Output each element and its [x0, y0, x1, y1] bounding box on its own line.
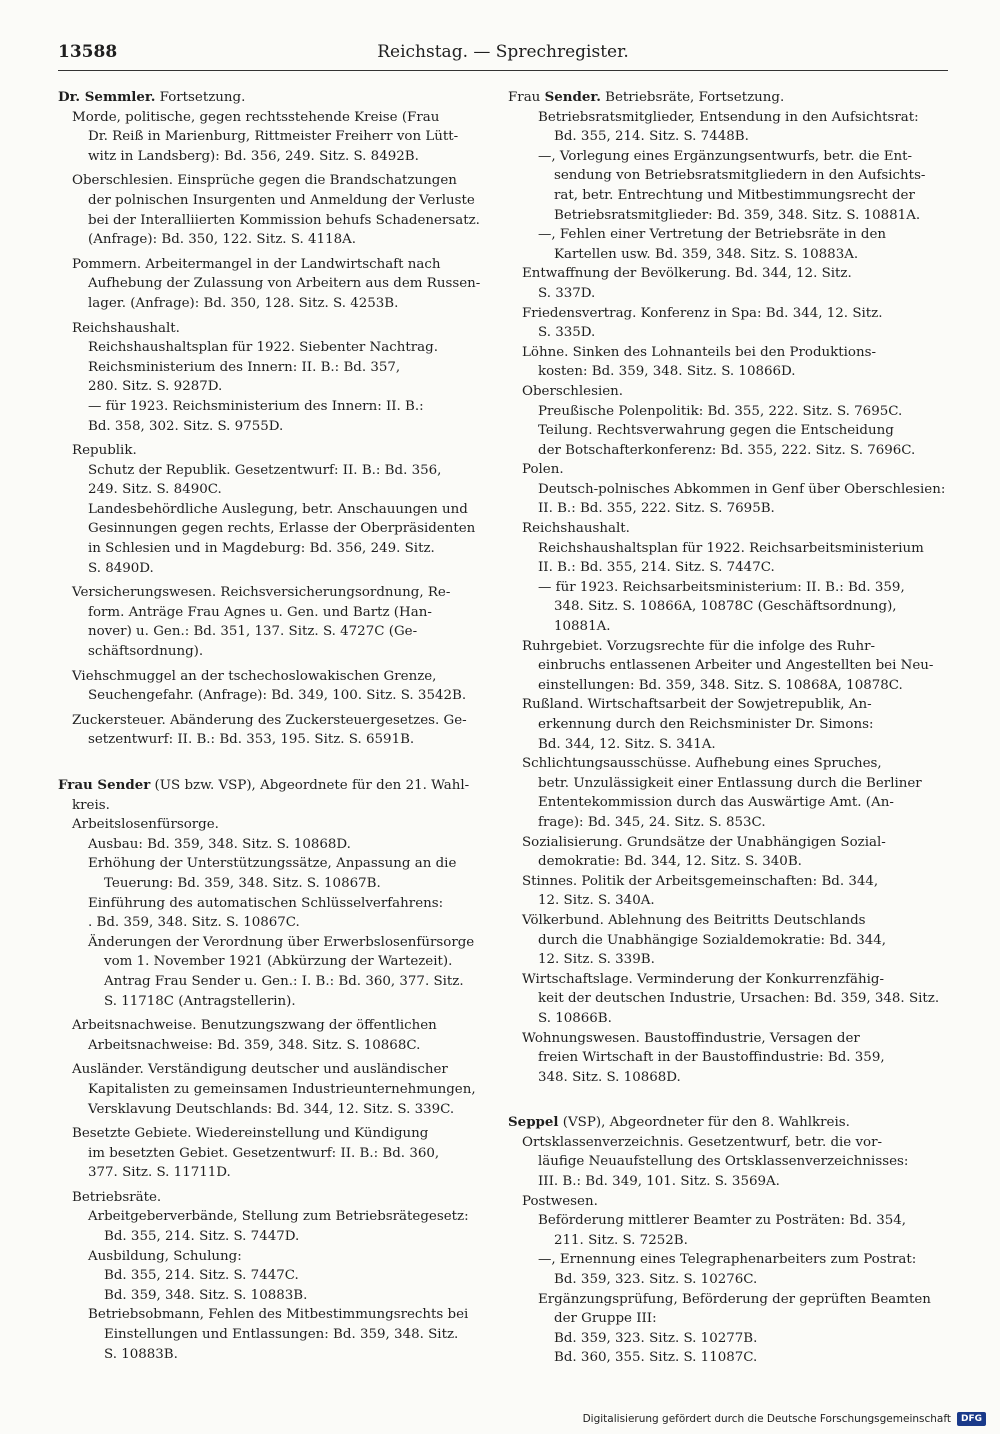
entry-line: Seuchengefahr. (Anfrage): Bd. 349, 100. Sitz. S. 3542B.	[88, 688, 467, 704]
entry-line: Viehschmuggel an der tschechoslowakischen Grenze,	[72, 668, 437, 684]
entry-line: Schlichtungsausschüsse. Aufhebung eines Spruches,	[522, 756, 882, 772]
entry-line: kreis.	[72, 797, 110, 813]
entry-line: III. B.: Bd. 349, 101. Sitz. S. 3569A.	[538, 1174, 780, 1190]
entry-line: Rußland. Wirtschaftsarbeit der Sowjetrepublik, An-	[522, 697, 872, 713]
entry-line: Sozialisierung. Grundsätze der Unabhängigen Sozial-	[522, 834, 886, 850]
entry-line: S. 8490D.	[88, 560, 154, 576]
right-column	[508, 88, 948, 1368]
entry-line: der polnischen Insurgenten und Anmeldung der Verluste	[88, 192, 475, 208]
entry-line: —, Ernennung eines Telegraphenarbeiters zum Postrat:	[538, 1252, 917, 1268]
entry-line: betr. Unzulässigkeit einer Entlassung durch die Berliner	[538, 775, 922, 791]
entry-line: 348. Sitz. S. 10866A, 10878C (Geschäftsordnung),	[554, 599, 897, 615]
entry-line: Bd. 344, 12. Sitz. S. 341A.	[538, 736, 716, 752]
entry-heading: Dr. Semmler. Fortsetzung.	[58, 89, 246, 105]
entry-line: —, Vorlegung eines Ergänzungsentwurfs, betr. die Ent-	[538, 148, 913, 164]
entry-line: Ruhrgebiet. Vorzugsrechte für die infolge des Ruhr-	[522, 638, 876, 654]
running-title: Reichstag. — Sprechregister.	[377, 42, 629, 62]
entry-line: Teuerung: Bd. 359, 348. Sitz. S. 10867B.	[104, 875, 381, 891]
left-column	[58, 88, 490, 1364]
entry-line: Ententekommission durch das Auswärtige Amt. (An-	[538, 795, 894, 811]
entry-line: Ausländer. Verständigung deutscher und ausländischer	[72, 1062, 448, 1078]
entry-line: Bd. 355, 214. Sitz. S. 7447D.	[104, 1229, 300, 1245]
entry-line: Dr. Reiß in Marienburg, Rittmeister Freiherr von Lütt-	[88, 129, 459, 145]
entry-line: einbruchs entlassenen Arbeiter und Angestellten bei Neu-	[538, 658, 934, 674]
entry-line: — für 1923. Reichsarbeitsministerium: II. B.: Bd. 359,	[538, 579, 905, 595]
entry-line: S. 11718C (Antragstellerin).	[104, 993, 296, 1009]
entry-line: schäftsordnung).	[88, 644, 204, 660]
entry-line: Kapitalisten zu gemeinsamen Industrieunternehmungen,	[88, 1081, 476, 1097]
entry-line: freien Wirtschaft in der Baustoffindustrie: Bd. 359,	[538, 1050, 885, 1066]
entry-line: Reichshaushalt.	[72, 320, 180, 336]
entry-heading: Seppel (VSP), Abgeordneter für den 8. Wahlkreis.	[508, 1114, 850, 1131]
entry-line: S. 335D.	[538, 325, 596, 341]
entry-line: —, Fehlen einer Vertretung der Betriebsräte in den	[538, 227, 887, 243]
entry-line: der Gruppe III:	[554, 1311, 657, 1327]
entry-line: Völkerbund. Ablehnung des Beitritts Deutschlands	[522, 912, 866, 928]
entry-line: Wirtschaftslage. Verminderung der Konkurrenzfähig-	[522, 971, 884, 987]
entry-line: Einführung des automatischen Schlüsselverfahrens:	[88, 895, 444, 911]
header-rule	[58, 70, 948, 71]
entry-line: erkennung durch den Reichsminister Dr. Simons:	[538, 717, 874, 732]
entry-line: witz in Landsberg): Bd. 356, 249. Sitz. S. 8492B.	[88, 148, 419, 164]
entry-line: S. 337D.	[538, 285, 596, 301]
entry-line: S. 10866B.	[538, 1010, 612, 1026]
entry-line: 348. Sitz. S. 10868D.	[538, 1069, 681, 1085]
entry-line: Reichsministerium des Innern: II. B.: Bd. 357,	[88, 359, 401, 375]
entry-line: Schutz der Republik. Gesetzentwurf: II. B.: Bd. 356,	[88, 462, 442, 478]
entry-line: Teilung. Rechtsverwahrung gegen die Entscheidung	[538, 423, 894, 439]
entry-line: Zuckersteuer. Abänderung des Zuckersteuergesetzes. Ge-	[72, 712, 467, 728]
entry-line: Gesinnungen gegen rechts, Erlasse der Oberpräsidenten	[88, 521, 476, 537]
entry-line: Änderungen der Verordnung über Erwerbslosenfürsorge	[88, 934, 475, 950]
entry-line: Betriebsratsmitglieder: Bd. 359, 348. Sitz. S. 10881A.	[554, 207, 921, 223]
entry-line: der Botschafterkonferenz: Bd. 355, 222. Sitz. S. 7696C.	[538, 442, 916, 458]
entry-line: 10881A.	[554, 619, 611, 635]
dfg-logo: DFG	[957, 1412, 986, 1426]
page-number: 13588	[58, 42, 118, 62]
entry-line: II. B.: Bd. 355, 222. Sitz. S. 7695B.	[538, 501, 775, 517]
entry-line: Bd. 359, 323. Sitz. S. 10277B.	[554, 1330, 758, 1346]
entry-line: Besetzte Gebiete. Wiedereinstellung und Kündigung	[72, 1126, 429, 1142]
entry-line: setzentwurf: II. B.: Bd. 353, 195. Sitz. S. 6591B.	[88, 732, 415, 748]
entry-line: Kartellen usw. Bd. 359, 348. Sitz. S. 10883A.	[554, 246, 859, 262]
entry-line: II. B.: Bd. 355, 214. Sitz. S. 7447C.	[538, 560, 775, 576]
entry-line: Arbeitgeberverbände, Stellung zum Betriebsrätegesetz:	[88, 1209, 469, 1225]
entry-line: Bd. 355, 214. Sitz. S. 7448B.	[554, 129, 749, 145]
entry-line: Preußische Polenpolitik: Bd. 355, 222. Sitz. S. 7695C.	[538, 403, 903, 419]
entry-line: Versklavung Deutschlands: Bd. 344, 12. Sitz. S. 339C.	[88, 1101, 455, 1117]
spacer	[508, 1087, 948, 1113]
entry-line: Polen.	[522, 462, 564, 478]
entry-line: kosten: Bd. 359, 348. Sitz. S. 10866D.	[538, 364, 796, 380]
entry-line: durch die Unabhängige Sozialdemokratie: Bd. 344,	[538, 932, 887, 948]
entry-line: 12. Sitz. S. 340A.	[538, 893, 655, 909]
entry-line: Reichshaushaltsplan für 1922. Reichsarbeitsministerium	[538, 540, 924, 556]
footer-credit: Digitalisierung gefördert durch die Deutsche Forschungsgemeinschaft	[582, 1413, 951, 1425]
entry-line: form. Anträge Frau Agnes u. Gen. und Bartz (Han-	[88, 604, 432, 620]
entry-line: Ausbau: Bd. 359, 348. Sitz. S. 10868D.	[88, 836, 351, 852]
entry-line: . Bd. 359, 348. Sitz. S. 10867C.	[88, 915, 300, 931]
entry-line: Postwesen.	[522, 1193, 598, 1209]
entry-line: Landesbehördliche Auslegung, betr. Anschauungen und	[88, 501, 468, 517]
entry-line: einstellungen: Bd. 359, 348. Sitz. S. 10868A, 10878C.	[538, 677, 903, 693]
entry-line: im besetzten Gebiet. Gesetzentwurf: II. B.: Bd. 360,	[88, 1145, 440, 1161]
entry-line: Antrag Frau Sender u. Gen.: I. B.: Bd. 360, 377. Sitz.	[104, 973, 464, 989]
entry-line: Arbeitsnachweise. Benutzungszwang der öffentlichen	[72, 1018, 437, 1034]
entry-line: Reichshaushalt.	[522, 521, 630, 537]
entry-line: Versicherungswesen. Reichsversicherungsordnung, Re-	[72, 585, 451, 601]
entry-line: Einstellungen und Entlassungen: Bd. 359, 348. Sitz.	[104, 1327, 459, 1343]
entry-line: lager. (Anfrage): Bd. 350, 128. Sitz. S. 4253B.	[88, 295, 399, 311]
entry-line: Arbeitslosenfürsorge.	[72, 817, 219, 833]
entry-line: Bd. 359, 323. Sitz. S. 10276C.	[554, 1272, 758, 1288]
entry-line: 280. Sitz. S. 9287D.	[88, 379, 223, 395]
entry-heading: Frau Sender (US bzw. VSP), Abgeordnete für den 21. Wahl-	[58, 777, 470, 793]
entry-line: Deutsch-polnisches Abkommen in Genf über Oberschlesien:	[538, 481, 946, 497]
entry-line: (Anfrage): Bd. 350, 122. Sitz. S. 4118A.	[88, 232, 357, 248]
entry-line: frage): Bd. 345, 24. Sitz. S. 853C.	[538, 814, 766, 830]
entry-line: Bd. 360, 355. Sitz. S. 11087C.	[554, 1350, 758, 1366]
entry-line: Aufhebung der Zulassung von Arbeitern aus dem Russen-	[88, 276, 481, 292]
entry-line: keit der deutschen Industrie, Ursachen: Bd. 359, 348. Sitz.	[538, 991, 940, 1007]
entry-line: Stinnes. Politik der Arbeitsgemeinschaften: Bd. 344,	[522, 873, 879, 889]
entry-line: Friedensvertrag. Konferenz in Spa: Bd. 344, 12. Sitz.	[522, 305, 883, 321]
entry-line: 211. Sitz. S. 7252B.	[554, 1232, 688, 1248]
entry-line: Reichshaushaltsplan für 1922. Siebenter Nachtrag.	[88, 340, 438, 356]
entry-line: Ergänzungsprüfung, Beförderung der geprüften Beamten	[538, 1291, 931, 1307]
entry-line: Bd. 359, 348. Sitz. S. 10883B.	[104, 1287, 308, 1303]
entry-line: 377. Sitz. S. 11711D.	[88, 1165, 231, 1181]
entry-line: in Schlesien und in Magdeburg: Bd. 356, 249. Sitz.	[88, 541, 435, 557]
entry-line: Beförderung mittlerer Beamter zu Posträten: Bd. 354,	[538, 1213, 907, 1229]
entry-line: rat, betr. Entrechtung und Mitbestimmungsrecht der	[554, 187, 915, 203]
entry-line: Oberschlesien.	[522, 383, 624, 399]
entry-line: 249. Sitz. S. 8490C.	[88, 482, 222, 498]
entry-line: Betriebsratsmitglieder, Entsendung in den Aufsichtsrat:	[538, 109, 919, 125]
entry-line: Betriebsobmann, Fehlen des Mitbestimmungsrechts bei	[88, 1307, 469, 1323]
entry-line: Oberschlesien. Einsprüche gegen die Brandschatzungen	[72, 173, 457, 189]
entry-line: — für 1923. Reichsministerium des Innern: II. B.:	[88, 398, 424, 414]
entry-heading: Frau Sender. Betriebsräte, Fortsetzung.	[508, 89, 785, 105]
entry-line: Erhöhung der Unterstützungssätze, Anpassung an die	[88, 856, 457, 872]
entry-line: nover) u. Gen.: Bd. 351, 137. Sitz. S. 4727C (Ge-	[88, 624, 418, 640]
entry-line: bei der Interalliierten Kommission behufs Schadenersatz.	[88, 212, 480, 228]
entry-line: Republik.	[72, 443, 137, 459]
entry-line: Arbeitsnachweise: Bd. 359, 348. Sitz. S. 10868C.	[88, 1037, 421, 1053]
entry-line: S. 10883B.	[104, 1346, 178, 1362]
entry-line: läufige Neuaufstellung des Ortsklassenverzeichnisses:	[538, 1154, 909, 1170]
entry-line: Bd. 358, 302. Sitz. S. 9755D.	[88, 418, 284, 434]
entry-line: vom 1. November 1921 (Abkürzung der Wartezeit).	[104, 954, 453, 970]
entry-line: Bd. 355, 214. Sitz. S. 7447C.	[104, 1268, 299, 1284]
entry-line: Pommern. Arbeitermangel in der Landwirtschaft nach	[72, 256, 441, 272]
entry-line: 12. Sitz. S. 339B.	[538, 952, 655, 968]
page-header	[58, 42, 948, 66]
entry-line: Entwaffnung der Bevölkerung. Bd. 344, 12. Sitz.	[522, 266, 852, 282]
entry-line: Ausbildung, Schulung:	[88, 1248, 242, 1264]
entry-line: Morde, politische, gegen rechtsstehende Kreise (Frau	[72, 109, 440, 125]
entry-line: Ortsklassenverzeichnis. Gesetzentwurf, betr. die vor-	[522, 1134, 883, 1150]
entry-line: demokratie: Bd. 344, 12. Sitz. S. 340B.	[538, 854, 802, 870]
entry-line: Löhne. Sinken des Lohnanteils bei den Produktions-	[522, 344, 877, 360]
entry-line: sendung von Betriebsratsmitgliedern in den Aufsichts-	[554, 168, 926, 184]
footer	[583, 1412, 986, 1426]
entry-line: Betriebsräte.	[72, 1189, 162, 1205]
entry-line: Wohnungswesen. Baustoffindustrie, Versagen der	[522, 1030, 860, 1046]
spacer	[58, 750, 490, 776]
